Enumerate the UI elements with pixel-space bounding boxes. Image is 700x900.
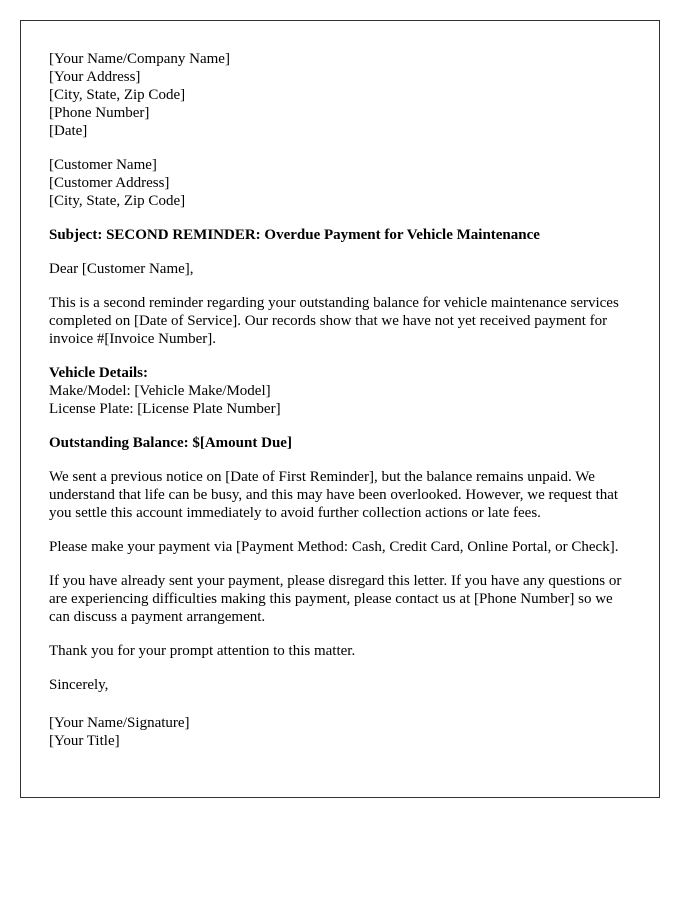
outstanding-balance: Outstanding Balance: $[Amount Due]	[49, 435, 292, 451]
subject-line: Subject: SECOND REMINDER: Overdue Payment for Vehicle Maintenance	[49, 227, 540, 243]
signature-block	[49, 714, 631, 750]
closing: Sincerely,	[49, 677, 109, 693]
vehicle-details-block	[49, 364, 631, 418]
sender-city-state-zip: [City, State, Zip Code]	[49, 87, 186, 103]
vehicle-details-heading: Vehicle Details:	[49, 365, 149, 381]
vehicle-make-model: Make/Model: [Vehicle Make/Model]	[49, 383, 271, 399]
vehicle-license-plate: License Plate: [License Plate Number]	[49, 401, 281, 417]
recipient-city-state-zip: [City, State, Zip Code]	[49, 193, 186, 209]
letter-page	[20, 20, 660, 798]
recipient-address-block	[49, 156, 631, 210]
salutation: Dear [Customer Name],	[49, 261, 194, 277]
signature-title: [Your Title]	[49, 733, 120, 749]
previous-notice-paragraph: We sent a previous notice on [Date of First Reminder], but the balance remains unpaid. We understand that life can be busy, and this may have been overlooked. However, we request that you settle this account immediately to avoid further collection actions or late fees.	[49, 469, 619, 521]
sender-address: [Your Address]	[49, 69, 141, 85]
sender-address-block	[49, 50, 631, 140]
sender-phone: [Phone Number]	[49, 105, 150, 121]
recipient-name: [Customer Name]	[49, 157, 157, 173]
letter-date: [Date]	[49, 123, 88, 139]
intro-paragraph: This is a second reminder regarding your outstanding balance for vehicle maintenance services completed on [Date of Service]. Our records show that we have not yet received payment for invoice #[Invoice Number].	[49, 295, 619, 347]
disregard-paragraph: If you have already sent your payment, please disregard this letter. If you have any questions or are experiencing difficulties making this payment, please contact us at [Phone Number] so we can discuss a payment arrangement.	[49, 573, 622, 625]
sender-name: [Your Name/Company Name]	[49, 51, 230, 67]
signature-name: [Your Name/Signature]	[49, 715, 190, 731]
payment-method-paragraph: Please make your payment via [Payment Method: Cash, Credit Card, Online Portal, or Check].	[49, 539, 619, 555]
thanks-paragraph: Thank you for your prompt attention to this matter.	[49, 643, 356, 659]
recipient-address: [Customer Address]	[49, 175, 170, 191]
